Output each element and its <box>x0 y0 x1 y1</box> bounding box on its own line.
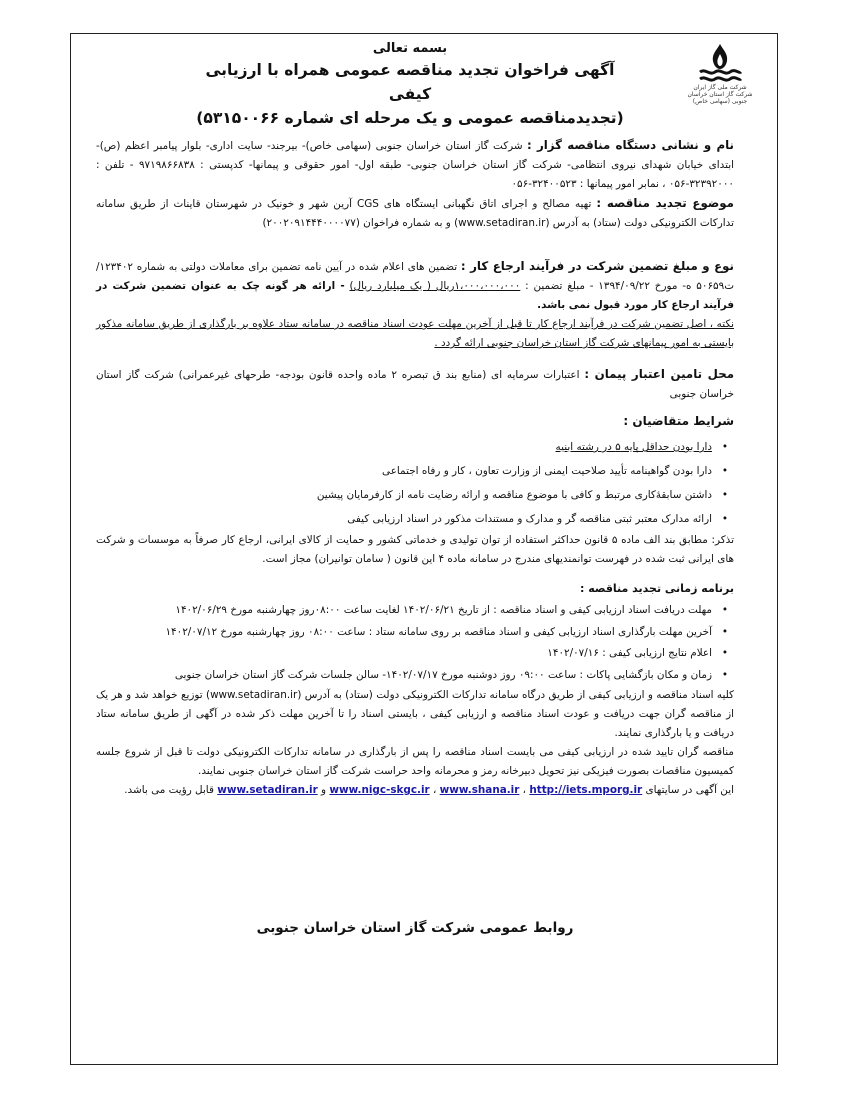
schedule-title: برنامه زمانی تجدید مناقصه : <box>579 582 734 595</box>
bullet-icon: • <box>721 441 728 453</box>
logo-company-name: شرکت ملی گاز ایران <box>693 84 747 91</box>
organizer-label: نام و نشانی دستگاه مناقصه گزار : <box>527 138 734 152</box>
company-logo <box>687 42 753 105</box>
bullet-icon: • <box>721 625 728 638</box>
list-item: • دارا بودن گواهینامه تأیید صلاحیت ایمنی از وزارت تعاون ، کار و رفاه اجتماعی <box>96 459 734 483</box>
flame-logo-icon <box>695 42 745 84</box>
requirements-list <box>96 435 734 531</box>
guarantee-amount: ۱،۰۰۰،۰۰۰،۰۰۰ریال ( یک میلیارد ریال) <box>349 280 521 292</box>
bullet-icon: • <box>721 604 728 616</box>
separator: ، <box>522 784 527 796</box>
organizer-paragraph <box>96 136 734 194</box>
funding-paragraph <box>96 365 734 404</box>
websites-suffix: قابل رؤیت می باشد. <box>124 784 214 796</box>
requirements-title: شرایط متقاضیان : <box>623 414 734 428</box>
commission-paragraph: مناقصه گران تایید شده در ارزیابی کیفی می بایست اسناد مناقصه را پس از بارگذاری در سامانه تدارکات الکترونیکی دولت تا قبل از شروع جلسه کمیسیون مناقصات بصورت فیزیکی نیز تحویل دبیرخانه رمز و محرمانه واحد حراست شرکت گاز استان خراسان جنوبی نمایند. <box>96 746 734 777</box>
list-item: • اعلام نتایج ارزیابی کیفی : ۱۴۰۲/۰۷/۱۶ <box>96 643 734 665</box>
bullet-icon: • <box>721 489 728 501</box>
document-header <box>190 40 630 130</box>
bullet-icon: • <box>721 647 728 659</box>
link-nigc-skgc[interactable]: www.nigc-skgc.ir <box>329 784 430 796</box>
subject-label: موضوع تجدید مناقصه : <box>596 196 734 210</box>
bullet-icon: • <box>721 513 728 525</box>
link-setadiran[interactable]: www.setadiran.ir <box>217 784 318 796</box>
document-body <box>96 136 734 800</box>
link-shana[interactable]: www.shana.ir <box>439 784 520 796</box>
separator: ، <box>432 784 437 796</box>
list-item: • داشتن سابقۀکاری مرتبط و کافی با موضوع مناقصه و ارائه رضایت نامه از کارفرمایان پیشین <box>96 483 734 507</box>
funding-label: محل تامین اعتبار پیمان : <box>584 367 735 381</box>
page-title: آگهی فراخوان تجدید مناقصه عمومی همراه با ارزیابی کیفی <box>205 61 615 103</box>
signature: روابط عمومی شرکت گاز استان خراسان جنوبی <box>256 920 574 936</box>
websites-paragraph <box>96 781 734 800</box>
subject-text: تهیه مصالح و اجرای اتاق نگهبانی ایستگاه های CGS آرین شهر و خونیک در شهرستان قاینات از طریق سامانه تدارکات الکترونیکی دولت (ستاد) به آدرس (www.setadiran.ir) و به شماره فراخوان (۲۰۰۲۰۹۱۴۴۴۰۰۰۰۷۷) <box>96 198 734 229</box>
list-item: • آخرین مهلت بارگذاری اسناد ارزیابی کیفی و اسناد مناقصه بر روی سامانه ستاد : ساعت ۰۸:۰۰ روز چهارشنبه مورخ ۱۴۰۲/۰۷/۱۲ <box>96 622 734 644</box>
guarantee-note: نکته ، اصل تضمین شرکت در فرآیند ارجاع کار تا قبل از آخرین مهلت عودت اسناد مناقصه در سامانه ستاد علاوه بر بارگذاری از طریق سامانه مذکور بایستی به امور پیمانهای شرکت گاز استان خراسان جنوبی ارائه گردد . <box>96 318 734 349</box>
conjunction: و <box>321 784 327 796</box>
subject-paragraph <box>96 194 734 233</box>
documents-paragraph: کلیه اسناد مناقصه و ارزیابی کیفی از طریق درگاه سامانه تدارکات الکترونیکی دولت (ستاد) به آدرس (www.setadiran.ir) توزیع خواهد شد و هر یک از مناقصه گران جهت دریافت و عودت اسناد مناقصه و ارزیابی کیفی ، بایستی اسناد را تا آخرین مهلت ذکر شده در آگهی از طریق سامانه ستاد دریافت و یا بارگذاری نمایند. <box>96 689 734 739</box>
invocation: بسمه تعالی <box>372 41 448 56</box>
tender-number: (تجدیدمناقصه عمومی و یک مرحله ای شماره ۵۳۱۵۰۰۶۶) <box>196 109 624 127</box>
guarantee-text: تضمین های اعلام شده در آیین نامه تضمین برای معاملات دولتی به شماره ۱۲۳۴۰۲/ت۵۰۶۵۹ ه- مورخ ۱۳۹۴/۰۹/۲۲ - مبلغ تضمین : <box>96 261 734 292</box>
list-item: • مهلت دریافت اسناد ارزیابی کیفی و اسناد مناقصه : از تاریخ ۱۴۰۲/۰۶/۲۱ لغایت ساعت ۰۸:۰۰روز چهارشنبه مورخ ۱۴۰۲/۰۶/۲۹ <box>96 600 734 622</box>
funding-text: اعتبارات سرمایه ای (منابع بند ق تبصره ۲ ماده واحده قانون بودجه- طرحهای غیرعمرانی) شرکت گاز استان خراسان جنوبی <box>96 369 734 400</box>
organizer-text: شرکت گاز استان خراسان جنوبی (سهامی خاص)- بیرجند- سایت اداری- بلوار پیامبر اعظم (ص)- ابتدای خیابان شهدای نیروی انتظامی- شرکت گاز استان خراسان جنوبی- طبقه اول- امور حقوقی و پیمانها- کدپستی : ۹۷۱۹۸۶۶۸۳۸ - تلفن : ۳۲۳۹۲۰۰۰-۰۵۶ ، نمابر امور پیمانها : ۳۲۴۰۰۵۲۳-۰۵۶ <box>96 140 734 190</box>
schedule-list <box>96 600 734 686</box>
reminder-paragraph: تذکر: مطابق بند الف ماده ۵ قانون حداکثر استفاده از توان تولیدی و خدماتی کشور و حمایت از کالای ایرانی، ارجاع کار صرفاً به موسسات و شرکت های ایرانی ثبت شده در فهرست توانمندیهای مندرج در سامانه ماده ۴ این قانون ( سامان توانیران) مجاز است. <box>96 534 734 565</box>
guarantee-paragraph <box>96 257 734 315</box>
guarantee-label: نوع و مبلغ تضمین شرکت در فرآیند ارجاع کار : <box>460 259 734 273</box>
list-item: • دارا بودن حداقل پایه ۵ در رشته ابنیه <box>96 435 734 459</box>
logo-company-subname: شرکت گاز استان خراسان جنوبی (سهامی خاص) <box>687 91 753 105</box>
list-item: • زمان و مکان بازگشایی پاکات : ساعت ۰۹:۰۰ روز دوشنبه مورخ ۱۴۰۲/۰۷/۱۷- سالن جلسات شرکت گاز استان خراسان جنوبی <box>96 665 734 687</box>
list-item: • ارائه مدارک معتبر ثبتی مناقصه گر و مدارک و مستندات مذکور در اسناد ارزیابی کیفی <box>96 507 734 531</box>
bullet-icon: • <box>721 465 728 477</box>
websites-prefix: این آگهی در سایتهای <box>645 784 734 796</box>
bullet-icon: • <box>721 668 728 681</box>
link-iets-mporg[interactable]: http://iets.mporg.ir <box>529 784 643 796</box>
guarantee-cheque-note: - ارائه هر گونه چک به عنوان تضمین شرکت در فرآیند ارجاع کار مورد قبول نمی باشد. <box>96 280 734 311</box>
